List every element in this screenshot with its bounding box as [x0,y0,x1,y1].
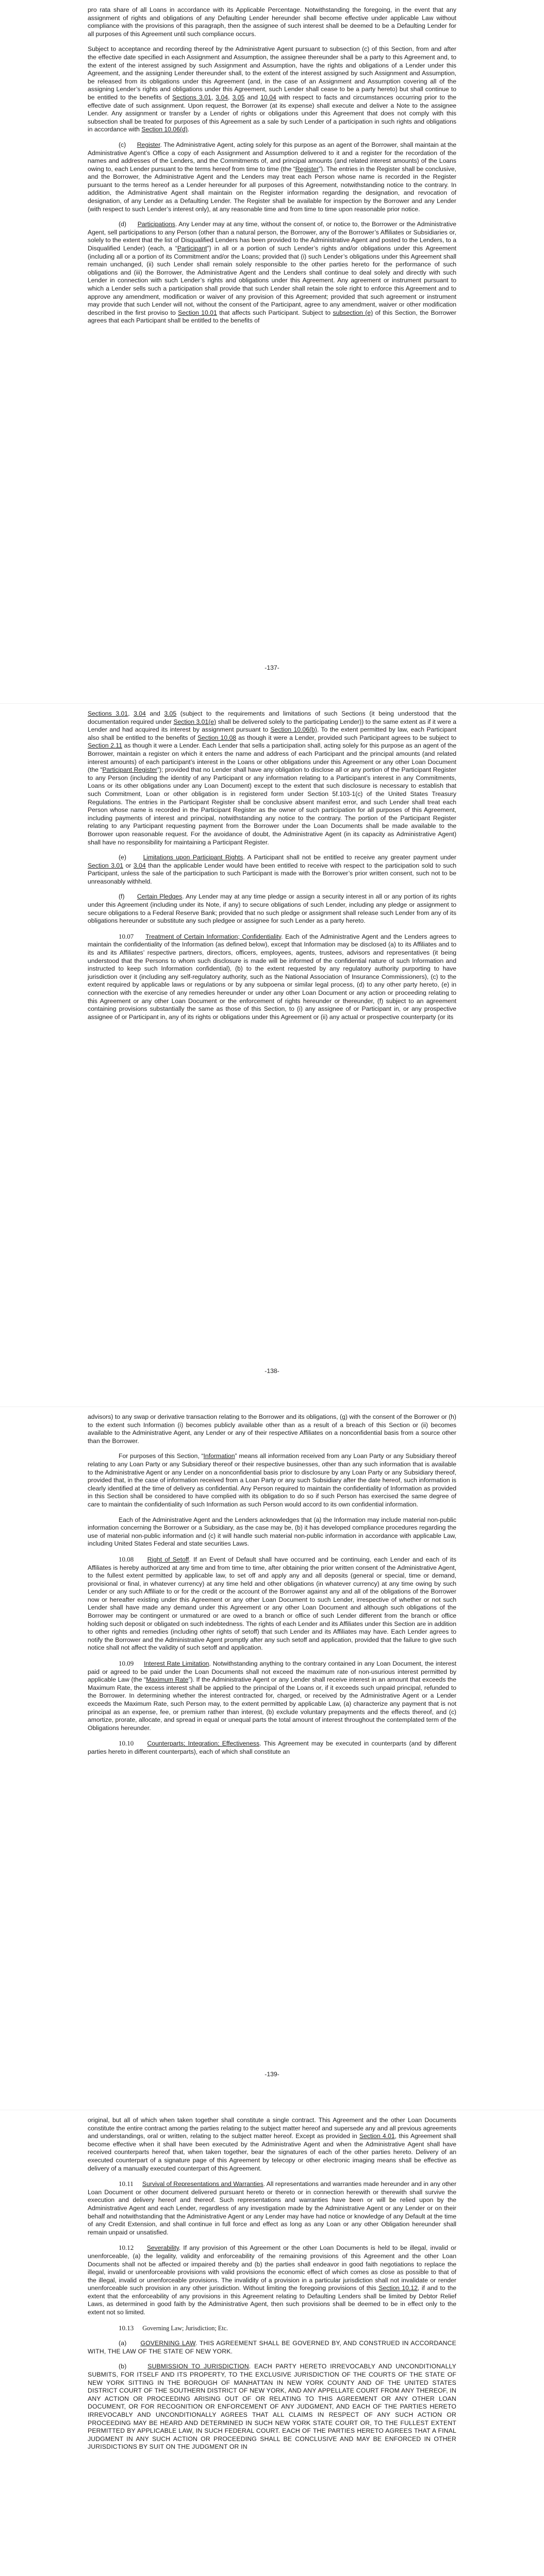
page-number: -139- [265,2071,279,2078]
paragraph: advisors) to any swap or derivative transaction relating to the Borrower and its obligations, (g) with the consent of the Borrower or (h) to the extent such Information (i) becomes publicly available other than as a result of a breach of this Section or (ii) becomes available to the Administrative Agent, any Lender or any of their respective Affiliates on a nonconfidential basis from a source other than the Borrower. [88,1413,456,1445]
page-number: -137- [265,664,279,671]
document-page-137 [0,0,544,703]
paragraph: Each of the Administrative Agent and the Lenders acknowledges that (a) the Information may include material non-public information concerning the Borrower or a Subsidiary, as the case may be, (b) it has developed compliance procedures regarding the use of material non-public information and (c) it will handle such material non-public information in accordance with applicable Law, including United States Federal and state securities Laws. [88,1516,456,1548]
section-10-08-right-of-setoff: 10.08 Right of Setoff. If an Event of Default shall have occurred and be continuing, each Lender and each of its Affiliates is hereby authorized at any time and from time to time, after obtaining the prior written consent of the Administrative Agent, to the fullest extent permitted by applicable law, to set off and apply any and all deposits (general or special, time or demand, provisional or final, in whatever currency) at any time held and other obligations (in whatever currency) at any time owing by such Lender or any such Affiliate to or for the credit or the account of the Borrower against any and all of the obligations of the Borrower now or hereafter existing under this Agreement or any other Loan Document to such Lender, irrespective of whether or not such Lender shall have made any demand under this Agreement or any other Loan Document and although such obligations of the Borrower may be contingent or unmatured or are owed to a branch or office of such Lender different from the branch or office holding such deposit or obligated on such indebtedness. The rights of each Lender and its Affiliates under this Section are in addition to other rights and remedies (including other rights of setoff) that such Lender and its Affiliates may have. Each Lender agrees to notify the Borrower and the Administrative Agent promptly after any such setoff and application, provided that the failure to give such notice shall not affect the validity of such setoff and application. [88,1555,456,1652]
section-10-07-confidentiality: 10.07 Treatment of Certain Information; Confidentiality. Each of the Administrative Agent and the Lenders agrees to maintain the confidentiality of the Information (as defined below), except that Information may be disclosed (a) to its Affiliates and to its and its Affiliates’ respective partners, directors, officers, employees, agents, trustees, advisors and representatives (it being understood that the Persons to whom such disclosure is made will be informed of the confidential nature of such Information and instructed to keep such Information confidential), (b) to the extent requested by any regulatory authority purporting to have jurisdiction over it (including any self-regulatory authority, such as the National Association of Insurance Commissioners), (c) to the extent required by applicable laws or regulations or by any subpoena or similar legal process, (d) to any other party hereto, (e) in connection with the exercise of any remedies hereunder or under any other Loan Document or any action or proceeding relating to this Agreement or any other Loan Document or the enforcement of rights hereunder or thereunder, (f) subject to an agreement containing provisions substantially the same as those of this Section, to (i) any assignee of or Participant in, or any prospective assignee of or Participant in, any of its rights or obligations under this Agreement or (ii) any actual or prospective counterparty (or its [88,932,456,1021]
paragraph-submission-to-jurisdiction: (b) SUBMISSION TO JURISDICTION. EACH PARTY HERETO IRREVOCABLY AND UNCONDITIONALLY SUBMITS, FOR ITSELF AND ITS PROPERTY, TO THE EXCLUSIVE JURISDICTION OF THE COURTS OF THE STATE OF NEW YORK SITTING IN THE BOROUGH OF MANHATTAN IN NEW YORK COUNTY AND OF THE UNITED STATES DISTRICT COURT OF THE SOUTHERN DISTRICT OF NEW YORK, AND ANY APPELLATE COURT FROM ANY THEREOF, IN ANY ACTION OR PROCEEDING ARISING OUT OF OR RELATING TO THIS AGREEMENT OR ANY OTHER LOAN DOCUMENT, OR FOR RECOGNITION OR ENFORCEMENT OF ANY JUDGMENT, AND EACH OF THE PARTIES HERETO IRREVOCABLY AND UNCONDITIONALLY AGREES THAT ALL CLAIMS IN RESPECT OF ANY SUCH ACTION OR PROCEEDING MAY BE HEARD AND DETERMINED IN SUCH NEW YORK STATE COURT OR, TO THE FULLEST EXTENT PERMITTED BY APPLICABLE LAW, IN SUCH FEDERAL COURT. EACH OF THE PARTIES HERETO AGREES THAT A FINAL JUDGMENT IN ANY SUCH ACTION OR PROCEEDING SHALL BE CONCLUSIVE AND MAY BE ENFORCED IN OTHER JURISDICTIONS BY SUIT ON THE JUDGMENT OR IN [88,2363,456,2451]
paragraph-governing-law: (a) GOVERNING LAW. THIS AGREEMENT SHALL BE GOVERNED BY, AND CONSTRUED IN ACCORDANCE WITH, THE LAW OF THE STATE OF NEW YORK. [88,2340,456,2355]
section-10-09-interest-rate-limitation: 10.09 Interest Rate Limitation. Notwithstanding anything to the contrary contained in any Loan Document, the interest paid or agreed to be paid under the Loan Documents shall not exceed the maximum rate of non-usurious interest permitted by applicable Law (the “Maximum Rate”). If the Administrative Agent or any Lender shall receive interest in an amount that exceeds the Maximum Rate, the excess interest shall be applied to the principal of the Loans or, if it exceeds such unpaid principal, refunded to the Borrower. In determining whether the interest contracted for, charged, or received by the Administrative Agent or a Lender exceeds the Maximum Rate, such Person may, to the extent permitted by applicable Law, (a) characterize any payment that is not principal as an expense, fee, or premium rather than interest, (b) exclude voluntary prepayments and the effects thereof, and (c) amortize, prorate, allocate, and spread in equal or unequal parts the total amount of interest throughout the contemplated term of the Obligations hereunder. [88,1659,456,1732]
paragraph: pro rata share of all Loans in accordance with its Applicable Percentage. Notwithstanding the foregoing, in the event that any assignment of rights and obligations of any Defaulting Lender hereunder shall become effective under applicable Law without compliance with the provisions of this paragraph, then the assignee of such interest shall be deemed to be a Defaulting Lender for all purposes of this Agreement until such compliance occurs. [88,6,456,38]
section-10-11-survival: 10.11 Survival of Representations and Warranties. All representations and warranties made hereunder and in any other Loan Document or other document delivered pursuant hereto or thereto or in connection herewith or therewith shall survive the execution and delivery hereof and thereof. Such representations and warranties have been or will be relied upon by the Administrative Agent and each Lender, regardless of any investigation made by the Administrative Agent or any Lender or on their behalf and notwithstanding that the Administrative Agent or any Lender may have had notice or knowledge of any Default at the time of any Credit Extension, and shall continue in full force and effect as long as any Loan or any other Obligation hereunder shall remain unpaid or unsatisfied. [88,2180,457,2236]
document-page-140 [0,2110,544,2576]
paragraph-information-definition: For purposes of this Section, “Information” means all information received from any Loan Party or any Subsidiary thereof relating to any Loan Party or any Subsidiary thereof or their respective businesses, other than any such information that is available to the Administrative Agent or any Lender on a nonconfidential basis prior to disclosure by any Loan Party or any Subsidiary thereof, provided that, in the case of information received from a Loan Party or any such Subsidiary after the date hereof, such information is clearly identified at the time of delivery as confidential. Any Person required to maintain the confidentiality of Information as provided in this Section shall be considered to have complied with its obligation to do so if such Person has exercised the same degree of care to maintain the confidentiality of such Information as such Person would accord to its own confidential information. [88,1452,456,1508]
section-10-13-heading: 10.13 Governing Law; Jurisdiction; Etc. [119,2324,228,2332]
section-10-12-severability: 10.12 Severability. If any provision of this Agreement or the other Loan Documents is held to be illegal, invalid or unenforceable, (a) the legality, validity and enforceability of the remaining provisions of this Agreement and the other Loan Documents shall not be affected or impaired thereby and (b) the parties shall endeavor in good faith negotiations to replace the illegal, invalid or unenforceable provisions with valid provisions the economic effect of which comes as close as possible to that of the illegal, invalid or unenforceable provisions. The invalidity of a provision in a particular jurisdiction shall not invalidate or render unenforceable such provision in any other jurisdiction. Without limiting the foregoing provisions of this Section 10.12, if and to the extent that the enforceability of any provisions in this Agreement relating to Defaulting Lenders shall be limited by Debtor Relief Laws, as determined in good faith by the Administrative Agent, then such provisions shall be deemed to be in effect only to the extent not so limited. [88,2244,457,2316]
paragraph: Sections 3.01, 3.04 and 3.05 (subject to the requirements and limitations of such Sections (it being understood that the documentation required under Section 3.01(e) shall be delivered solely to the participating Lender)) to the same extent as if it were a Lender and had acquired its interest by assignment pursuant to Section 10.06(b). To the extent permitted by law, each Participant also shall be entitled to the benefits of Section 10.08 as though it were a Lender, provided such Participant agrees to be subject to Section 2.11 as though it were a Lender. Each Lender that sells a participation shall, acting solely for this purpose as an agent of the Borrower, maintain a register on which it enters the name and address of each Participant and the principal amounts (and related interest amounts) of each participant’s interest in the Loans or other obligations under this Agreement or any other Loan Document (the “Participant Register”); provided that no Lender shall have any obligation to disclose all or any portion of the Participant Register to any Person (including the identity of any Participant or any information relating to a Participant’s interest in any Commitments, Loans or its other obligations under any Loan Document) except to the extent that such disclosure is necessary to establish that such Commitment, Loan or other obligation is in registered form under Section 5f.103-1(c) of the United States Treasury Regulations. The entries in the Participant Register shall be conclusive absent manifest error, and such Lender shall treat each Person whose name is recorded in the Participant Register as the owner of such participation for all purposes of this Agreement, including payments of interest and principal, notwithstanding any notice to the contrary. The portion of the Participant Register relating to any Participant requesting payment from the Borrower under the Loan Documents shall be made available to the Borrower upon reasonable request. For the avoidance of doubt, the Administrative Agent (in its capacity as Administrative Agent) shall have no responsibility for maintaining a Participant Register. [88,710,456,846]
document-page-138 [0,703,544,1406]
page-number: -138- [265,1367,279,1375]
paragraph-participations: (d) Participations. Any Lender may at any time, without the consent of, or notice to, the Borrower or the Administrative Agent, sell participations to any Person (other than a natural person, the Borrower, any of the Borrower’s Affiliates or Subsidiaries or, solely to the extent that the list of Disqualified Lenders has been provided to the Administrative Agent and posted to the Lenders, to a Disqualified Lender) (each, a “Participant”) in all or a portion of such Lender’s rights and/or obligations under this Agreement (including all or a portion of its Commitment and/or the Loans; provided that (i) such Lender’s obligations under this Agreement shall remain unchanged, (ii) such Lender shall remain solely responsible to the other parties hereto for the performance of such obligations and (iii) the Borrower, the Administrative Agent and the Lenders shall continue to deal solely and directly with such Lender in connection with such Lender’s rights and obligations under this Agreement. Any agreement or instrument pursuant to which a Lender sells such a participation shall provide that such Lender shall retain the sole right to enforce this Agreement and to approve any amendment, modification or waiver of any provision of this Agreement; provided that such agreement or instrument may provide that such Lender will not, without the consent of the Participant, agree to any amendment, waiver or other modification described in the first proviso to Section 10.01 that affects such Participant. Subject to subsection (e) of this Section, the Borrower agrees that each Participant shall be entitled to the benefits of [88,221,456,325]
paragraph-certain-pledges: (f) Certain Pledges. Any Lender may at any time pledge or assign a security interest in all or any portion of its rights under this Agreement (including under its Note, if any) to secure obligations of such Lender, including any pledge or assignment to secure obligations to a Federal Reserve Bank; provided that no such pledge or assignment shall release such Lender from any of its obligations hereunder or substitute any such pledgee or assignee for such Lender as a party hereto. [88,893,457,925]
paragraph: Subject to acceptance and recording thereof by the Administrative Agent pursuant to subsection (c) of this Section, from and after the effective date specified in each Assignment and Assumption, the assignee thereunder shall be a party to this Agreement and, to the extent of the interest assigned by such Assignment and Assumption, have the rights and obligations of a Lender under this Agreement, and the assigning Lender thereunder shall, to the extent of the interest assigned by such Assignment and Assumption, be released from its obligations under this Agreement (and, in the case of an Assignment and Assumption covering all of the assigning Lender’s rights and obligations under this Agreement, such Lender shall cease to be a party hereto) but shall continue to be entitled to the benefits of Sections 3.01, 3.04, 3.05 and 10.04 with respect to facts and circumstances occurring prior to the effective date of such assignment. Upon request, the Borrower (at its expense) shall execute and deliver a Note to the assignee Lender. Any assignment or transfer by a Lender of rights or obligations under this Agreement that does not comply with this subsection shall be treated for purposes of this Agreement as a sale by such Lender of a participation in such rights and obligations in accordance with Section 10.06(d). [88,45,456,133]
section-10-10-counterparts: 10.10 Counterparts; Integration; Effectiveness. This Agreement may be executed in counterparts (and by different parties hereto in different counterparts), each of which shall constitute an [88,1739,456,1755]
paragraph-limitations: (e) Limitations upon Participant Rights. A Participant shall not be entitled to receive any greater payment under Section 3.01 or 3.04 than the applicable Lender would have been entitled to receive with respect to the participation sold to such Participant, unless the sale of the participation to such Participant is made with the Borrower’s prior written consent, such not to be unreasonably withheld. [88,854,457,885]
document-page-139 [0,1406,544,2110]
paragraph-register: (c) Register. The Administrative Agent, acting solely for this purpose as an agent of the Borrower, shall maintain at the Administrative Agent’s Office a copy of each Assignment and Assumption delivered to it and a register for the recordation of the names and addresses of the Lenders, and the Commitments of, and principal amounts (and related interest amounts) of the Loans owing to, each Lender pursuant to the terms hereof from time to time (the “Register”). The entries in the Register shall be conclusive, and the Borrower, the Administrative Agent and the Lenders may treat each Person whose name is recorded in the Register pursuant to the terms hereof as a Lender hereunder for all purposes of this Agreement, notwithstanding notice to the contrary. In addition, the Administrative Agent shall maintain on the Register information regarding the designation, and revocation of designation, of any Lender as a Defaulting Lender. The Register shall be available for inspection by the Borrower and any Lender (with respect to such Lender’s interest only), at any reasonable time and from time to time upon reasonable prior notice. [88,141,456,213]
paragraph: original, but all of which when taken together shall constitute a single contract. This Agreement and the other Loan Documents constitute the entire contract among the parties relating to the subject matter hereof and supersede any and all previous agreements and understandings, oral or written, relating to the subject matter hereof. Except as provided in Section 4.01, this Agreement shall become effective when it shall have been executed by the Administrative Agent and when the Administrative Agent shall have received counterparts hereof that, when taken together, bear the signatures of each of the other parties hereto. Delivery of an executed counterpart of a signature page of this Agreement by telecopy or other electronic imaging means shall be effective as delivery of a manually executed counterpart of this Agreement. [88,2116,456,2172]
